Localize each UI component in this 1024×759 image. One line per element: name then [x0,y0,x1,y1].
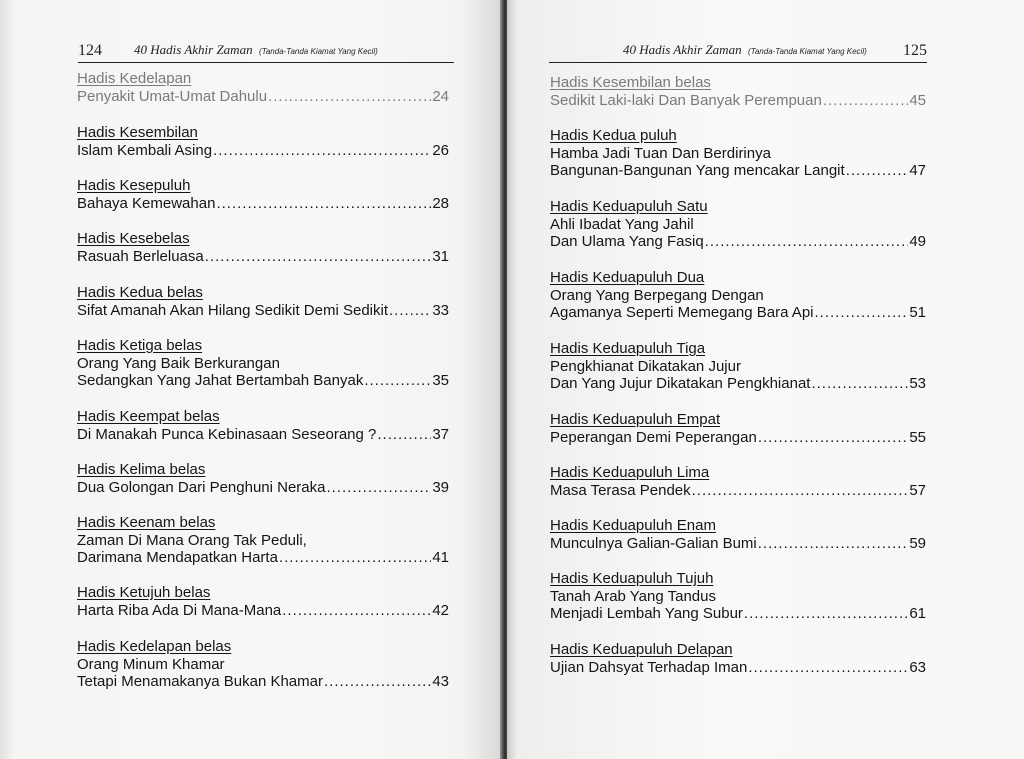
toc-entry-page: 35 [432,372,449,389]
toc-entry [77,514,449,567]
toc-entry-title: Bahaya Kemewahan ..... 28 [77,195,449,213]
toc-entry-page: 53 [909,375,926,392]
toc-entry-heading: Hadis Keduapuluh Lima [550,464,710,481]
dot-leader [364,372,431,390]
toc-entry-heading: Hadis Kedelapan belas [77,638,232,655]
right-page [507,0,1024,759]
toc-entry-heading: Hadis Keduapuluh Empat [550,411,721,428]
toc-entry-title: Sedikit Laki-laki Dan Banyak Perempuan ..... 45 [550,92,926,110]
dot-leader [327,479,432,497]
dot-leader [389,302,431,320]
dot-leader [324,673,431,691]
toc-entry-title: Agamanya Seperti Memegang Bara Api ..... 51 [550,304,926,322]
toc-entry-page: 41 [432,549,449,566]
toc-entry-heading: Hadis Kedua puluh [550,127,677,144]
toc-entry [550,641,926,676]
right-page-number: 125 [903,42,927,59]
toc-entry-heading: Hadis Ketujuh belas [77,584,211,601]
dot-leader [692,482,909,500]
toc-entry-page: 28 [432,194,449,212]
toc-entry-title: Rasuah Berleluasa ..... 31 [77,248,449,266]
toc-entry-page: 42 [432,601,449,619]
dot-leader [758,535,909,553]
toc-entry-subtitle: Ahli Ibadat Yang Jahil [550,215,694,233]
toc-entry-page: 31 [432,247,449,265]
toc-entry-heading: Hadis Kedelapan [77,70,192,87]
toc-entry-heading: Hadis Kesepuluh [77,177,191,194]
toc-entry [77,638,449,691]
left-running-title: 40 Hadis Akhir Zaman (Tanda-Tanda Kiamat Yang Kecil) [134,42,378,57]
toc-entry-title: Ujian Dahsyat Terhadap Iman ..... 63 [550,659,926,677]
toc-entry-title: Dan Yang Jujur Dikatakan Pengkhianat ..... 53 [550,375,926,393]
toc-entry [550,127,926,180]
dot-leader [377,426,431,444]
toc-entry-page: 33 [432,301,449,319]
toc-entry-heading: Hadis Kelima belas [77,461,206,478]
toc-entry-heading: Hadis Keenam belas [77,514,216,531]
toc-entry-title: Sedangkan Yang Jahat Bertambah Banyak ..... 35 [77,372,449,390]
toc-entry-heading: Hadis Keduapuluh Delapan [550,641,733,658]
toc-entry [77,284,449,319]
toc-entry [550,269,926,322]
toc-entry-page: 63 [909,658,926,676]
toc-entry-subtitle: Zaman Di Mana Orang Tak Peduli, [77,531,307,549]
right-running-title: 40 Hadis Akhir Zaman (Tanda-Tanda Kiamat Yang Kecil) [623,42,867,57]
toc-entry-heading: Hadis Kedua belas [77,284,203,301]
toc-entry-page: 37 [432,425,449,443]
dot-leader [279,549,431,567]
dot-leader [268,88,431,106]
toc-entry-page: 49 [909,233,926,250]
dot-leader [213,142,431,160]
toc-entry-page: 39 [432,478,449,496]
toc-entry [77,124,449,159]
toc-entry-page: 55 [909,428,926,446]
toc-entry-title: Islam Kembali Asing ..... 26 [77,142,449,160]
toc-entry-heading: Hadis Kesebelas [77,230,190,247]
toc-entry [550,198,926,251]
toc-entry-heading: Hadis Keduapuluh Satu [550,198,708,215]
toc-entry-title: Peperangan Demi Peperangan ..... 55 [550,429,926,447]
toc-entry [550,340,926,393]
toc-entry-heading: Hadis Keduapuluh Tujuh [550,570,714,587]
toc-entry [77,70,449,105]
toc-entry-title: Tetapi Menamakanya Bukan Khamar ..... 43 [77,673,449,691]
toc-entry-page: 45 [909,91,926,109]
toc-entry-heading: Hadis Keduapuluh Tiga [550,340,706,357]
dot-leader [216,195,431,213]
toc-entry-page: 24 [432,87,449,105]
dot-leader [744,605,908,623]
dot-leader [823,92,909,110]
toc-entry-title: Menjadi Lembah Yang Subur ..... 61 [550,605,926,623]
dot-leader [846,162,909,180]
toc-entry [77,337,449,390]
toc-entry-title: Dua Golongan Dari Penghuni Neraka ..... 39 [77,479,449,497]
toc-entry-subtitle: Orang Yang Baik Berkurangan [77,354,280,372]
dot-leader [815,304,909,322]
toc-entry-page: 57 [909,481,926,499]
toc-entry-title: Bangunan-Bangunan Yang mencakar Langit ..... 47 [550,162,926,180]
toc-entry-subtitle: Orang Minum Khamar [77,655,225,673]
toc-entry-page: 61 [909,605,926,622]
toc-entry [77,408,449,443]
toc-entry-title: Dan Ulama Yang Fasiq ..... 49 [550,233,926,251]
toc-entry-heading: Hadis Kesembilan belas [550,74,711,91]
toc-entry-subtitle: Tanah Arab Yang Tandus [550,587,716,605]
dot-leader [205,248,432,266]
toc-entry-heading: Hadis Keduapuluh Dua [550,269,705,286]
toc-entry-subtitle: Orang Yang Berpegang Dengan [550,286,764,304]
toc-entry-title: Munculnya Galian-Galian Bumi ..... 59 [550,535,926,553]
toc-entry-page: 26 [432,141,449,159]
toc-entry-heading: Hadis Ketiga belas [77,337,203,354]
toc-entry-page: 51 [909,304,926,321]
toc-entry [77,177,449,212]
dot-leader [758,429,908,447]
dot-leader [705,233,909,251]
toc-entry [550,570,926,623]
toc-entry-heading: Hadis Kesembilan [77,124,198,141]
dot-leader [748,659,908,677]
toc-entry [77,461,449,496]
toc-entry-title: Darimana Mendapatkan Harta ..... 41 [77,549,449,567]
dot-leader [811,375,908,393]
toc-entry-subtitle: Pengkhianat Dikatakan Jujur [550,357,741,375]
left-page [0,0,503,759]
toc-entry-heading: Hadis Keduapuluh Enam [550,517,716,534]
left-page-header [78,40,454,63]
toc-entry [550,411,926,446]
toc-entry-heading: Hadis Keempat belas [77,408,220,425]
toc-entry-title: Sifat Amanah Akan Hilang Sedikit Demi Sedikit ..... 33 [77,302,449,320]
toc-entry-title: Masa Terasa Pendek ..... 57 [550,482,926,500]
toc-entry-title: Di Manakah Punca Kebinasaan Seseorang ? ..... 37 [77,426,449,444]
toc-entry [550,517,926,552]
toc-entry [550,464,926,499]
toc-entry-page: 59 [909,534,926,552]
toc-entry [77,584,449,619]
toc-entry-page: 43 [432,673,449,690]
right-page-header [549,40,927,63]
toc-entry [550,74,926,109]
left-page-number: 124 [78,42,102,59]
toc-entry-title: Penyakit Umat-Umat Dahulu ..... 24 [77,88,449,106]
dot-leader [282,602,431,620]
toc-entry-title: Harta Riba Ada Di Mana-Mana ..... 42 [77,602,449,620]
toc-entry-subtitle: Hamba Jadi Tuan Dan Berdirinya [550,144,771,162]
toc-entry-page: 47 [909,162,926,179]
toc-entry [77,230,449,265]
